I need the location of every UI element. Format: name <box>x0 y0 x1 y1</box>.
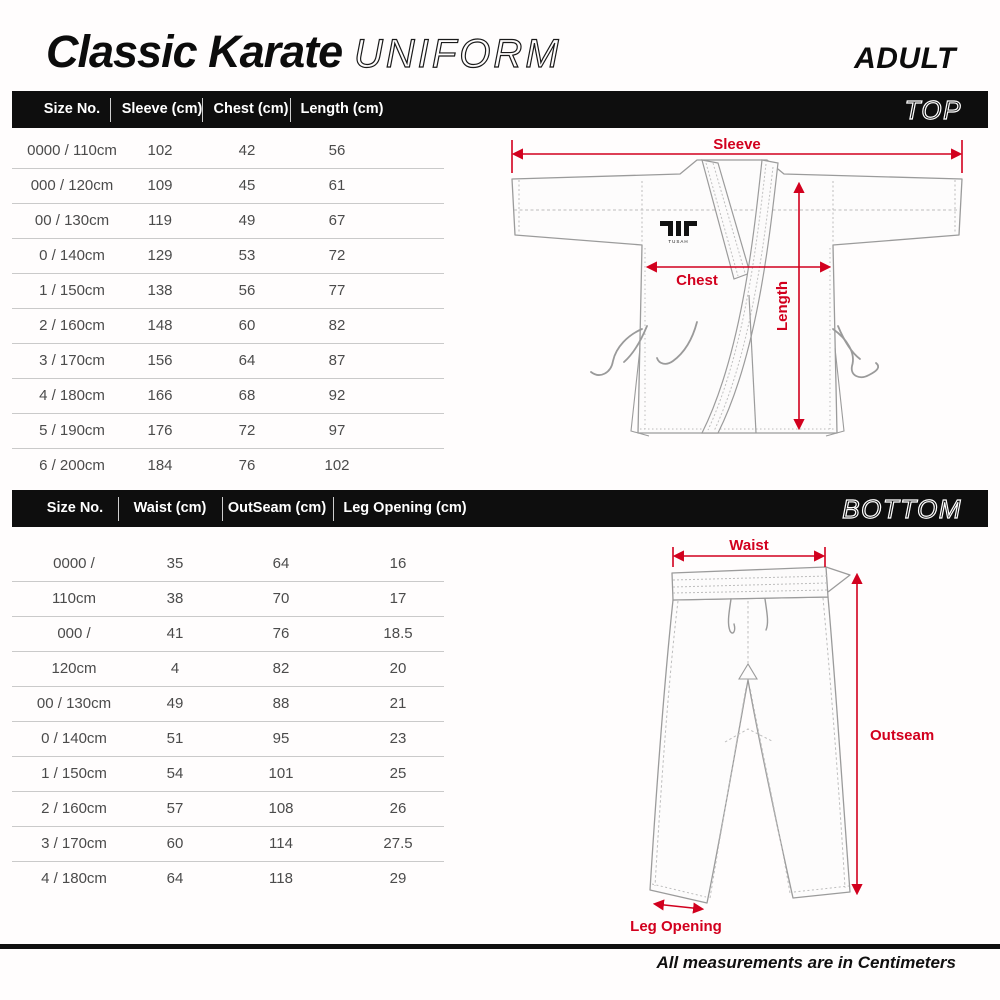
table-row <box>12 827 444 862</box>
table-cell: 56 <box>238 282 256 299</box>
table-cell: 27.5 <box>383 835 413 852</box>
table-cell: 3 / 170cm <box>39 352 105 369</box>
col-header-leg-opening: Leg Opening (cm) <box>343 500 467 516</box>
table-row <box>12 757 444 792</box>
table-cell: 00 / 130cm <box>34 212 110 229</box>
page-title <box>46 26 604 77</box>
table-cell: 82 <box>328 317 346 334</box>
length-measure-label: Length <box>774 281 791 331</box>
col-header-chest: Chest (cm) <box>213 101 289 117</box>
table-cell: 00 / 130cm <box>36 695 112 712</box>
table-cell: 41 <box>166 625 184 642</box>
pants-measurement-diagram <box>560 535 1000 935</box>
table-cell: 1 / 150cm <box>41 765 107 782</box>
table-cell: 67 <box>328 212 346 229</box>
table-cell: 49 <box>238 212 256 229</box>
audience-label: ADULT <box>854 42 956 75</box>
top-section-bar <box>12 91 988 128</box>
table-cell: 64 <box>272 555 290 572</box>
col-header-waist: Waist (cm) <box>133 500 207 516</box>
header-divider <box>202 98 203 122</box>
table-row <box>12 862 444 896</box>
table-row <box>12 652 444 687</box>
table-cell: 29 <box>389 870 407 887</box>
header-divider <box>222 497 223 521</box>
table-cell: 000 / 120cm <box>30 177 114 194</box>
table-row <box>12 344 444 379</box>
col-header-size: Size No. <box>43 101 101 117</box>
table-cell: 68 <box>238 387 256 404</box>
table-cell: 5 / 190cm <box>39 422 105 439</box>
bottom-section-tag-text: BOTTOM <box>842 494 962 524</box>
table-cell: 120cm <box>51 660 97 677</box>
table-cell: 109 <box>147 177 173 194</box>
table-cell: 148 <box>147 317 173 334</box>
bottom-section-tag <box>804 493 964 525</box>
table-cell: 72 <box>238 422 256 439</box>
product-title-text: UNIFORM <box>354 32 562 74</box>
table-row <box>12 134 444 169</box>
table-cell: 18.5 <box>383 625 413 642</box>
table-row <box>12 687 444 722</box>
brand-logo-text: TUSAH <box>668 239 689 244</box>
table-cell: 114 <box>269 835 293 852</box>
table-cell: 102 <box>147 142 173 159</box>
header-divider <box>333 497 334 521</box>
table-cell: 102 <box>324 457 350 474</box>
chest-measure-label: Chest <box>676 272 718 289</box>
table-cell: 2 / 160cm <box>41 800 107 817</box>
header-divider <box>110 98 111 122</box>
table-cell: 92 <box>328 387 346 404</box>
table-cell: 45 <box>238 177 256 194</box>
table-cell: 4 / 180cm <box>39 387 105 404</box>
col-header-size: Size No. <box>46 500 104 516</box>
table-cell: 38 <box>166 590 184 607</box>
top-size-table <box>12 134 444 483</box>
table-row <box>12 547 444 582</box>
jacket-outline <box>512 160 962 433</box>
jacket-measurement-diagram <box>500 133 980 448</box>
table-cell: 156 <box>147 352 173 369</box>
product-title <box>352 26 604 74</box>
table-cell: 6 / 200cm <box>39 457 105 474</box>
table-cell: 57 <box>166 800 184 817</box>
table-cell: 97 <box>328 422 346 439</box>
table-cell: 1 / 150cm <box>39 282 105 299</box>
table-cell: 76 <box>238 457 256 474</box>
table-cell: 76 <box>272 625 290 642</box>
table-row <box>12 722 444 757</box>
table-cell: 26 <box>389 800 407 817</box>
table-row <box>12 414 444 449</box>
table-row <box>12 274 444 309</box>
leg-opening-measure-arrow <box>655 904 702 909</box>
bottom-size-table <box>12 547 444 896</box>
table-row <box>12 582 444 617</box>
table-row <box>12 239 444 274</box>
leg-opening-measure-label: Leg Opening <box>630 918 722 935</box>
table-cell: 70 <box>272 590 290 607</box>
table-row <box>12 309 444 344</box>
table-cell: 51 <box>166 730 184 747</box>
table-cell: 0000 / 110cm <box>27 142 117 159</box>
table-row <box>12 379 444 414</box>
col-header-sleeve: Sleeve (cm) <box>121 101 203 117</box>
table-cell: 129 <box>147 247 173 264</box>
table-row <box>12 792 444 827</box>
table-cell: 49 <box>166 695 184 712</box>
brand-title: Classic Karate <box>46 26 343 77</box>
table-cell: 16 <box>389 555 407 572</box>
table-cell: 60 <box>238 317 256 334</box>
pants-outline <box>650 567 850 903</box>
table-cell: 118 <box>269 870 293 887</box>
table-cell: 88 <box>272 695 290 712</box>
table-cell: 53 <box>238 247 256 264</box>
bottom-section-bar <box>12 490 988 527</box>
table-cell: 108 <box>268 800 294 817</box>
table-cell: 176 <box>147 422 173 439</box>
col-header-outseam: OutSeam (cm) <box>227 500 327 516</box>
table-row <box>12 617 444 652</box>
table-cell: 166 <box>147 387 173 404</box>
table-cell: 2 / 160cm <box>39 317 105 334</box>
outseam-measure-label: Outseam <box>870 727 935 744</box>
table-cell: 0 / 140cm <box>41 730 107 747</box>
col-header-length: Length (cm) <box>300 101 384 117</box>
table-cell: 20 <box>389 660 407 677</box>
table-cell: 000 / <box>57 625 91 642</box>
table-cell: 4 <box>170 660 180 677</box>
table-cell: 3 / 170cm <box>41 835 107 852</box>
table-cell: 72 <box>328 247 346 264</box>
measurement-unit-note: All measurements are in Centimeters <box>656 953 956 972</box>
table-cell: 21 <box>389 695 407 712</box>
table-cell: 4 / 180cm <box>41 870 107 887</box>
table-cell: 77 <box>328 282 346 299</box>
header-divider <box>290 98 291 122</box>
table-cell: 60 <box>166 835 184 852</box>
table-cell: 64 <box>166 870 184 887</box>
table-cell: 87 <box>328 352 346 369</box>
table-cell: 0000 / <box>53 555 95 572</box>
top-section-tag-text: TOP <box>904 95 962 125</box>
table-row <box>12 169 444 204</box>
header-divider <box>118 497 119 521</box>
table-row <box>12 449 444 483</box>
table-cell: 23 <box>389 730 407 747</box>
table-cell: 119 <box>148 212 172 229</box>
table-cell: 95 <box>272 730 290 747</box>
table-cell: 17 <box>389 590 407 607</box>
table-cell: 56 <box>328 142 346 159</box>
top-section-tag <box>814 94 964 126</box>
table-row <box>12 204 444 239</box>
table-cell: 25 <box>389 765 407 782</box>
table-cell: 101 <box>268 765 294 782</box>
sleeve-measure-label: Sleeve <box>713 136 761 153</box>
table-cell: 61 <box>328 177 346 194</box>
table-cell: 54 <box>166 765 184 782</box>
waist-measure-label: Waist <box>729 537 769 554</box>
table-cell: 64 <box>238 352 256 369</box>
table-cell: 138 <box>147 282 173 299</box>
table-cell: 35 <box>166 555 184 572</box>
table-cell: 82 <box>272 660 290 677</box>
table-cell: 42 <box>238 142 256 159</box>
footer-divider-bar <box>0 944 1000 949</box>
table-cell: 184 <box>147 457 173 474</box>
table-cell: 0 / 140cm <box>39 247 105 264</box>
table-cell: 110cm <box>52 590 96 607</box>
